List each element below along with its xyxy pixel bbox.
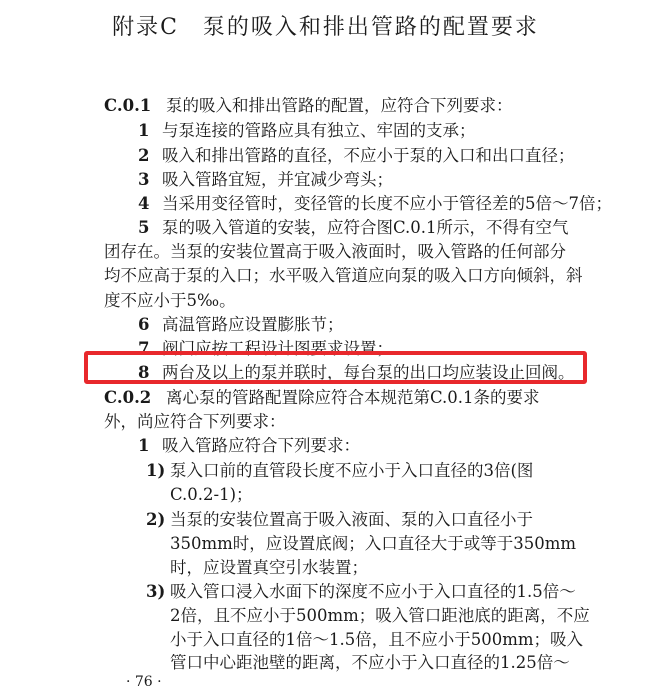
item-number-8: 8 [138,363,150,382]
item-text-2: 吸入和排出管路的直径，不应小于泵的入口和出口直径； [162,146,575,165]
item-text-5-cont-2: 均不应高于泵的入口；水平吸入管道应向泵的吸入口方向倾斜，斜 [104,266,583,285]
item-number-1: 1 [138,121,150,140]
highlight-box [84,351,587,384]
item-text-3: 吸入管路宜短，并宜减少弯头； [162,170,393,189]
subitem-number-2: 2) [146,510,166,529]
subitem-3-line-3: 小于入口直径的1倍～1.5倍，且不应小于500mm；吸入 [170,630,584,649]
clause-heading-c02-cont: 外，尚应符合下列要求： [104,412,286,431]
item-number-6: 6 [138,315,150,334]
item-text-4: 当采用变径管时，变径管的长度不应小于管径差的5倍～7倍； [162,194,612,213]
subitem-3-line-2: 2倍，且不应小于500mm；吸入管口距池底的距离，不应 [170,606,590,625]
subitem-1-line-2: C.0.2-1)； [170,485,253,504]
page-number: · 76 · [126,674,162,690]
subitem-3-line-1: 吸入管口浸入水面下的深度不应小于入口直径的1.5倍～ [170,582,576,601]
clause-heading-c01: 泵的吸入和排出管路的配置，应符合下列要求： [166,96,513,115]
c02-item-text-1: 吸入管路应符合下列要求： [162,436,360,455]
subitem-3-line-4: 管口中心距池壁的距离，不应小于入口直径的1.25倍～ [170,653,570,672]
item-number-4: 4 [138,194,150,213]
item-number-7: 7 [138,339,150,358]
item-text-5-cont-3: 度不应小于5‰。 [104,291,236,310]
item-text-1: 与泵连接的管路应具有独立、牢固的支承； [162,121,476,140]
item-text-5: 泵的吸入管道的安装，应符合图C.0.1所示，不得有空气 [162,218,569,237]
item-text-5-cont-1: 团存在。当泵的安装位置高于吸入液面时，吸入管路的任何部分 [104,242,566,261]
clause-number-c02: C.0.2 [104,388,152,407]
subitem-2-line-3: 时，应设置真空引水装置； [170,558,368,577]
item-text-8: 两台及以上的泵并联时，每台泵的出口均应装设止回阀。 [162,363,575,382]
item-text-6: 高温管路应设置膨胀节； [162,315,344,334]
clause-number-c01: C.0.1 [104,96,152,115]
subitem-2-line-1: 当泵的安装位置高于吸入液面、泵的入口直径小于 [170,510,533,529]
clause-heading-c02: 离心泵的管路配置除应符合本规范第C.0.1条的要求 [166,388,540,407]
item-text-7: 阀门应按工程设计图要求设置； [162,339,393,358]
item-number-3: 3 [138,170,150,189]
item-number-2: 2 [138,146,150,165]
appendix-title: 附录C 泵的吸入和排出管路的配置要求 [112,15,539,40]
c02-item-number-1: 1 [138,436,150,455]
item-number-5: 5 [138,218,150,237]
subitem-1-line-1: 泵入口前的直管段长度不应小于入口直径的3倍(图 [170,461,534,480]
subitem-number-1: 1) [146,461,166,480]
subitem-2-line-2: 350mm时，应设置底阀；入口直径大于或等于350mm [170,534,577,553]
subitem-number-3: 3) [146,582,166,601]
